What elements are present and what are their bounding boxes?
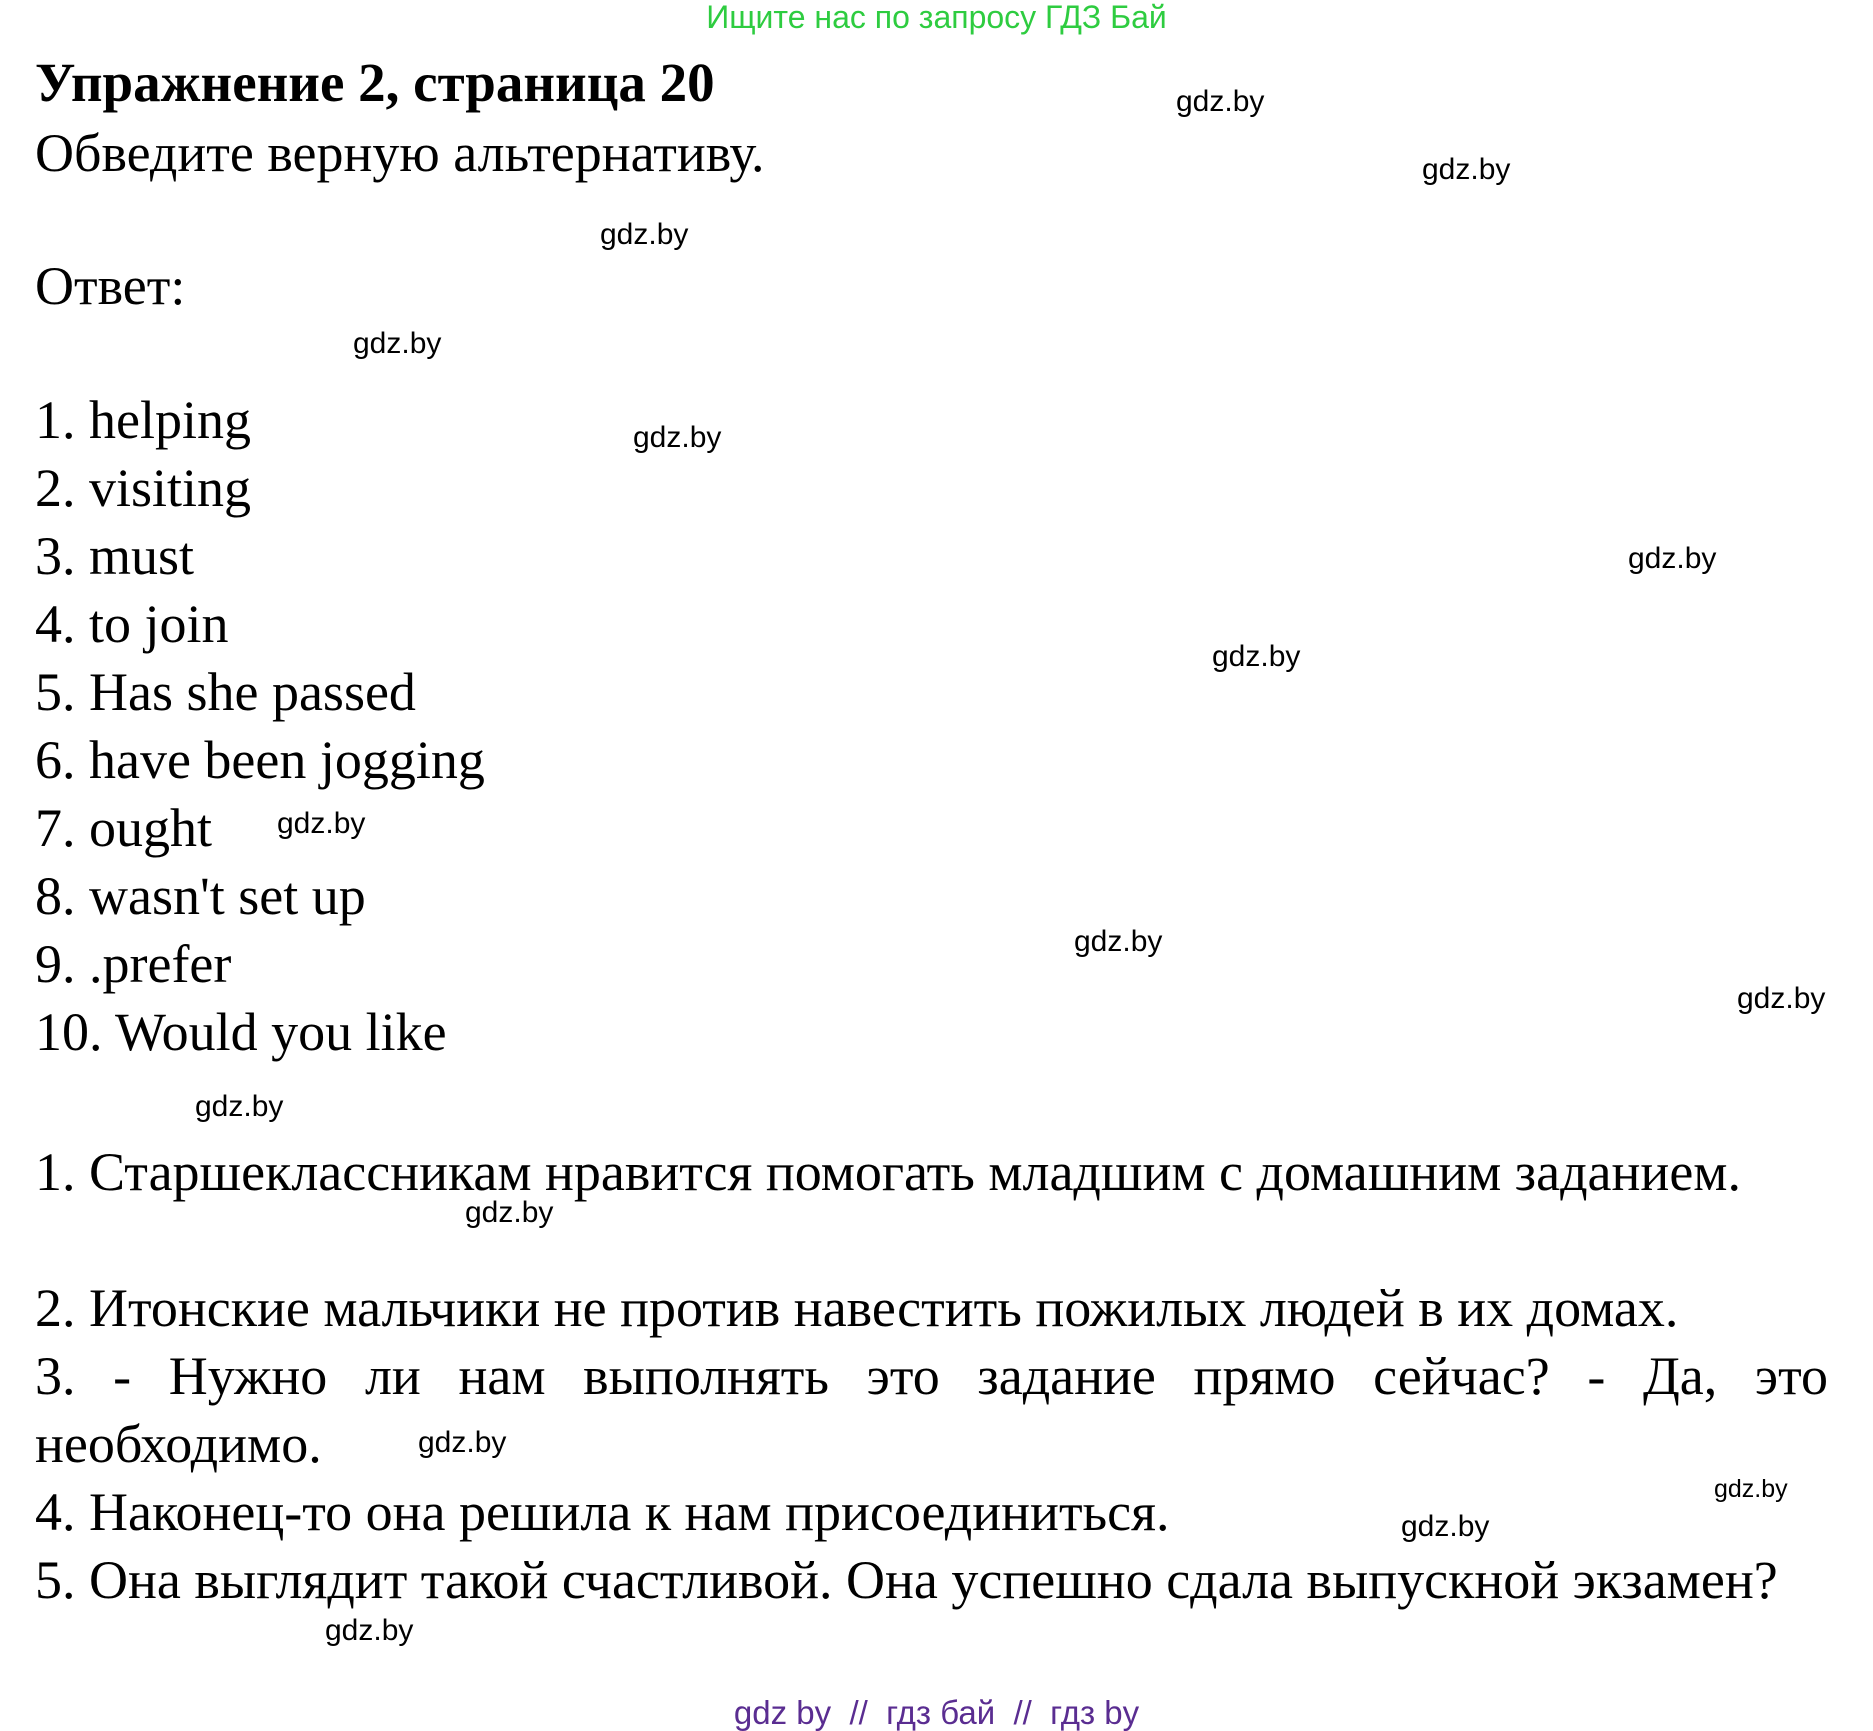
watermark: gdz.by — [1422, 153, 1511, 186]
answer-item: 1. helping — [35, 390, 251, 450]
answer-item: 2. visiting — [35, 458, 252, 518]
answer-item: 5. Has she passed — [35, 662, 416, 722]
answer-list — [35, 386, 485, 1066]
translation-item: 5. Она выглядит такой счастливой. Она успешно сдала выпускной экзамен? — [35, 1550, 1778, 1610]
watermark: gdz.by — [600, 218, 689, 251]
watermark: gdz.by — [1714, 1475, 1788, 1503]
answer-item: 9. .prefer — [35, 934, 232, 994]
footer-site-links: gdz by // гдз бай // гдз by — [733, 1694, 1140, 1731]
watermark: gdz.by — [633, 421, 722, 454]
translation-item: 2. Итонские мальчики не против навестить пожилых людей в их домах. — [35, 1278, 1679, 1338]
watermark: gdz.by — [1737, 982, 1826, 1015]
exercise-instruction: Обведите верную альтернативу. — [35, 123, 765, 183]
watermark: gdz.by — [1176, 85, 1265, 118]
answer-item: 7. ought — [35, 798, 213, 858]
watermark: gdz.by — [1212, 640, 1301, 673]
watermark: gdz.by — [195, 1090, 284, 1123]
watermark: gdz.by — [277, 807, 366, 840]
answer-item: 8. wasn't set up — [35, 866, 366, 926]
answer-item: 4. to join — [35, 594, 229, 654]
answer-item: 6. have been jogging — [35, 730, 485, 790]
watermark: gdz.by — [1074, 925, 1163, 958]
watermark: gdz.by — [353, 327, 442, 360]
exercise-title: Упражнение 2, страница 20 — [35, 52, 715, 113]
translation-item: 4. Наконец-то она решила к нам присоединиться. — [35, 1482, 1170, 1542]
watermark: gdz.by — [325, 1614, 414, 1647]
answer-item: 3. must — [35, 526, 195, 586]
watermark: gdz.by — [418, 1426, 507, 1459]
search-hint-banner: Ищите нас по запросу ГДЗ Бай — [706, 0, 1167, 35]
answer-item: 10. Would you like — [35, 1002, 447, 1062]
watermark: gdz.by — [465, 1196, 554, 1229]
translation-item: 3. - Нужно ли нам выполнять это задание прямо сейчас? - Да, это необходимо. — [35, 1346, 1828, 1474]
watermark: gdz.by — [1628, 542, 1717, 575]
translation-item: 1. Старшеклассникам нравится помогать младшим с домашним заданием. — [35, 1142, 1741, 1202]
watermark: gdz.by — [1401, 1510, 1490, 1543]
answer-label: Ответ: — [35, 256, 186, 316]
